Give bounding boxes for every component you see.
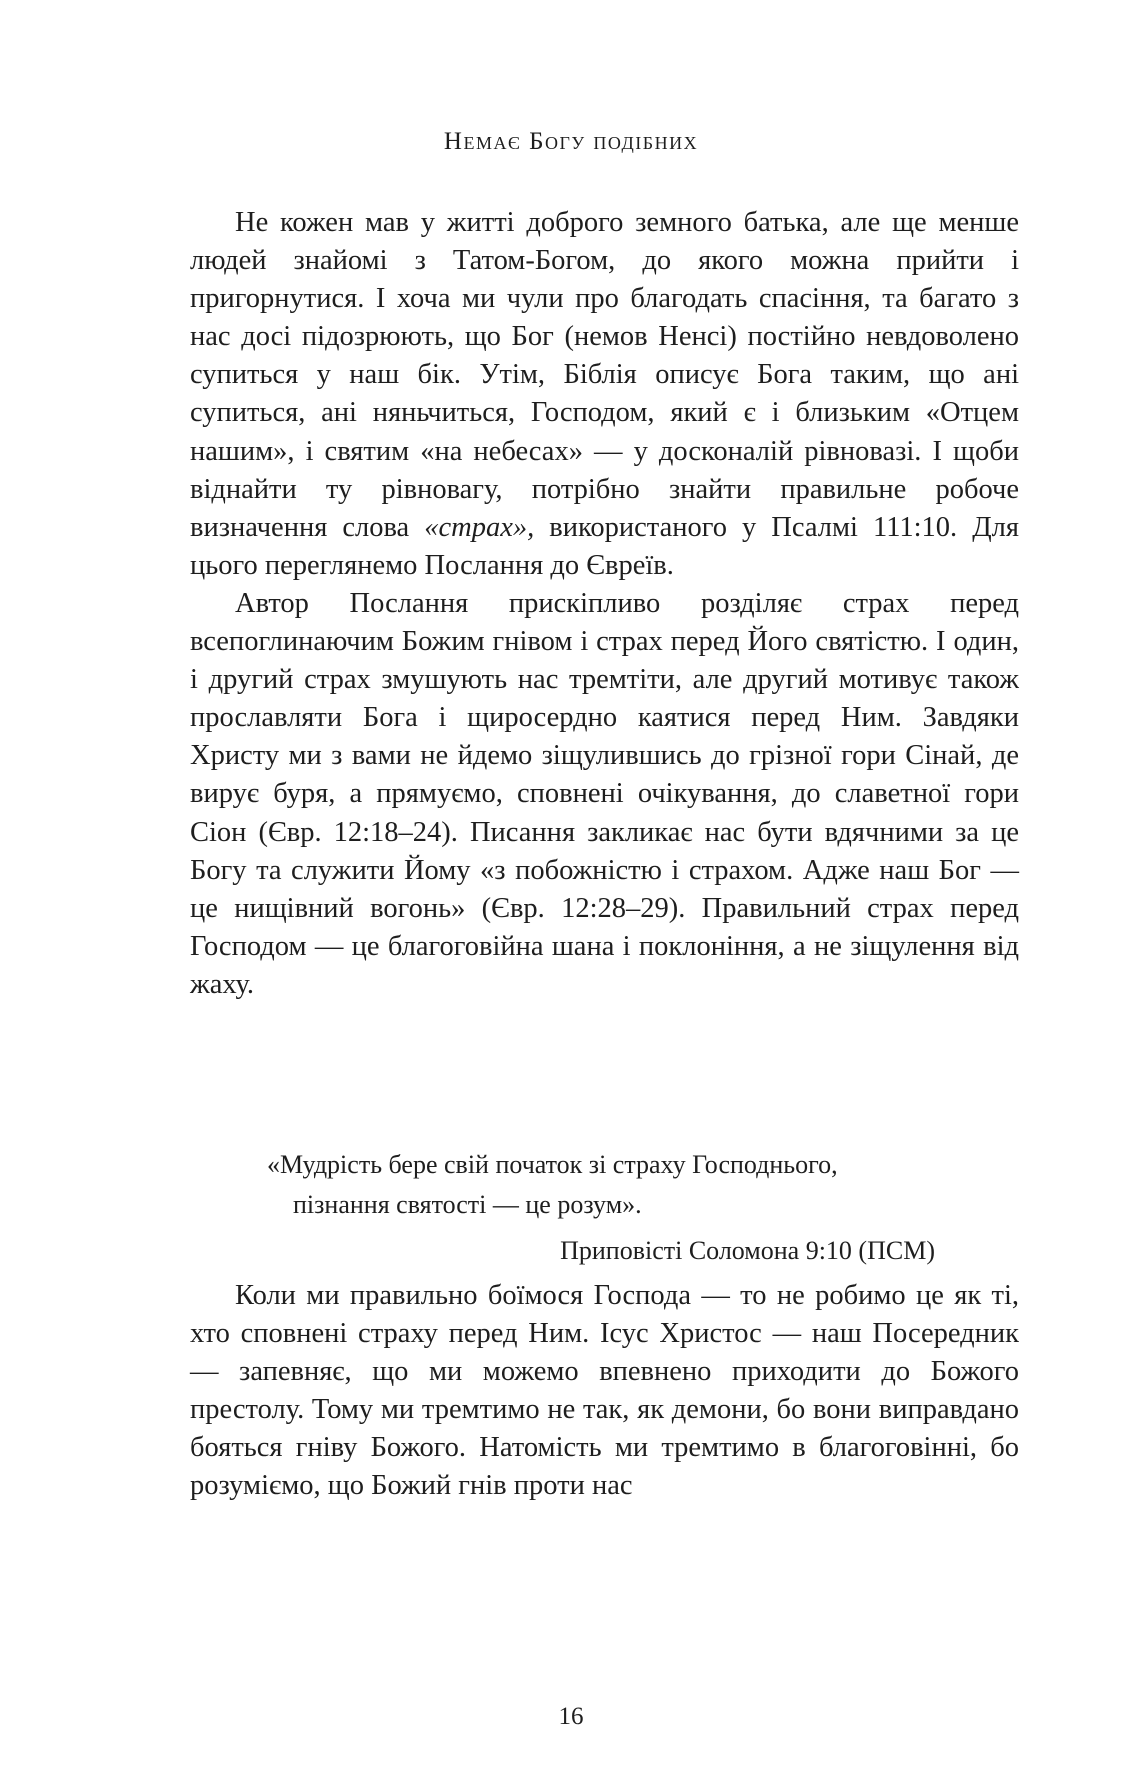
quote-line-2: пізнання святості — це розум». bbox=[293, 1190, 642, 1219]
quote-line-1: «Мудрість бере свій початок зі страху Господнього, bbox=[267, 1150, 838, 1179]
paragraph-1-text-b: використаного у Псалмі 111:10. Для цього переглянемо Послання до Євреїв. bbox=[190, 511, 1019, 581]
paragraph-1-text-a: Не кожен мав у житті доброго земного батька, але ще менше людей знайомі з Татом-Богом, до якого можна прийти і пригорнутися. І хоча ми чули про благодать спасіння, та багато з нас досі підозрюють, що Бог (немов Ненсі) постійно невдоволено супиться у наш бік. Утім, Біблія описує Бога таким, що ані супиться, ані няньчиться, Господом, який є і близьким «Отцем нашим», і святим «на небесах» — у досконалій рівновазі. І щоби віднайти ту рівновагу, потрібно знайти правильне робоче визначення слова bbox=[190, 207, 1019, 543]
paragraph-1 bbox=[190, 204, 1019, 585]
running-head: Немає Богу подібних bbox=[443, 128, 699, 155]
quote-source: Приповісті Соломона 9:10 (ПСМ) bbox=[560, 1236, 935, 1265]
paragraph-2: Автор Послання прискіпливо розділяє страх перед всепоглинаючим Божим гнівом і страх перед Його святістю. І один, і другий страх змушують нас тремтіти, але другий мотивує також прославляти Бога і щиросердно каятися перед Ним. Завдяки Христу ми з вами не йдемо зіщулившись до грізної гори Сінай, де вирує буря, а прямуємо, сповнені очікування, до славетної гори Сіон (Євр. 12:18–24). Писання закликає нас бути вдячними за це Богу та служити Йому «з побожністю і страхом. Адже наш Бог — це нищівний вогонь» (Євр. 12:28–29). Правильний страх перед Господом — це благоговійна шана і поклоніння, а не зіщулення від жаху. bbox=[190, 587, 1019, 1000]
paragraph-3: Коли ми правильно боїмося Господа — то не робимо це як ті, хто сповнені страху перед Ним. Ісус Христос — наш Посередник — запевняє, що ми можемо впевнено приходити до Божого престолу. Тому ми тремтимо не так, як демони, бо вони виправдано бояться гніву Божого. Натомість ми тремтимо в благоговінні, бо розуміємо, що Божий гнів проти нас bbox=[190, 1280, 1019, 1502]
paragraph-1-italic-term: «страх», bbox=[424, 511, 535, 543]
body-text-lower bbox=[190, 1277, 1019, 1506]
page-number: 16 bbox=[558, 1703, 584, 1730]
body-text-upper bbox=[190, 204, 1019, 1004]
scripture-quote bbox=[267, 1145, 967, 1271]
